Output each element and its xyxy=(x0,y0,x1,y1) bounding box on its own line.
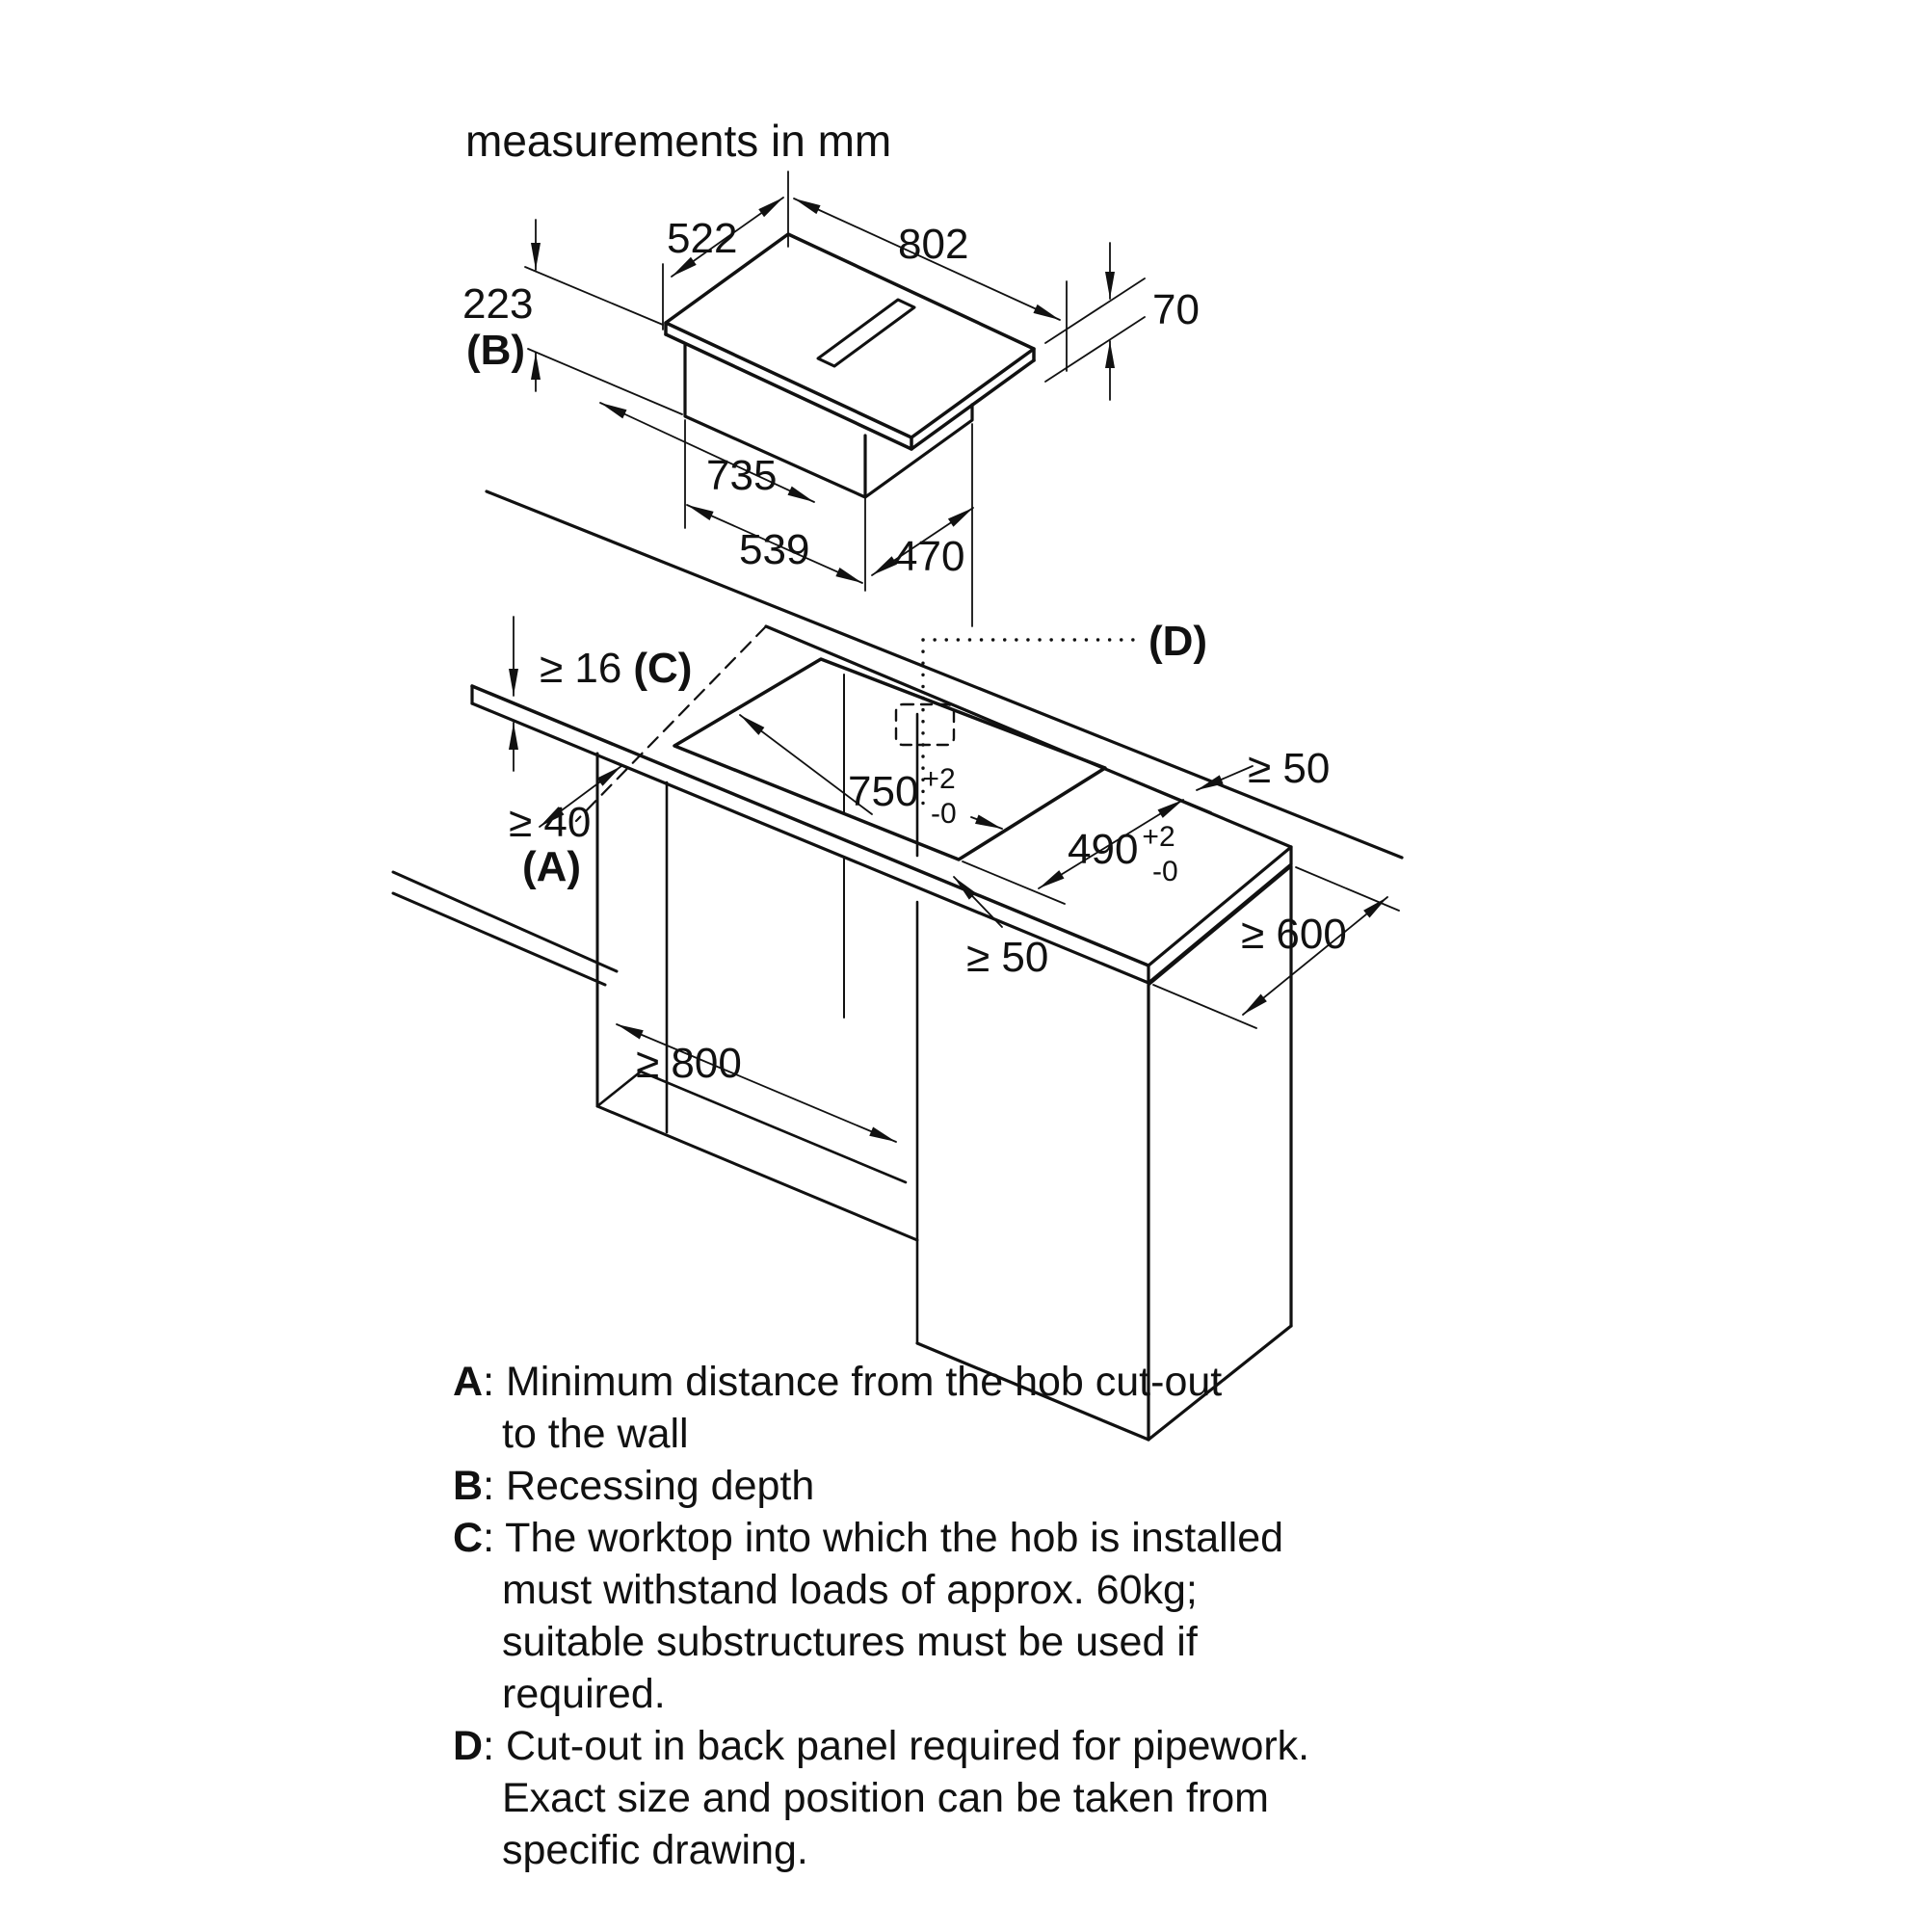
value: 750 xyxy=(848,768,919,815)
legend-text: must withstand loads of approx. 60kg; xyxy=(502,1567,1198,1613)
legend-text: : Recessing depth xyxy=(483,1463,815,1509)
legend-text: : The worktop into which the hob is installed xyxy=(483,1515,1284,1561)
label-wall-distance: ≥ 40 xyxy=(509,799,592,846)
floor-line xyxy=(393,893,605,985)
label-front-clearance: ≥ 50 xyxy=(966,934,1049,981)
label-worktop-thickness xyxy=(540,645,692,692)
label-522: 522 xyxy=(667,215,738,262)
legend-line xyxy=(502,1619,1199,1665)
dim-223 xyxy=(525,220,682,414)
ext-line xyxy=(1045,317,1145,382)
legend-line xyxy=(502,1827,808,1873)
label-539: 539 xyxy=(739,526,810,573)
label-depth-min: ≥ 600 xyxy=(1241,911,1347,958)
legend-line xyxy=(453,1359,1222,1405)
label-70: 70 xyxy=(1152,286,1200,333)
legend-line xyxy=(502,1775,1269,1821)
wall-base-line xyxy=(393,872,617,971)
legend-text: specific drawing. xyxy=(502,1827,808,1873)
tolerance-plus: +2 xyxy=(922,763,956,795)
hob-cutout-hole xyxy=(674,659,1105,860)
legend-line xyxy=(453,1515,1283,1561)
dim-70 xyxy=(1045,243,1145,400)
value: ≥ 16 xyxy=(540,645,622,692)
dim-735-539-470 xyxy=(600,403,973,626)
label-802: 802 xyxy=(898,221,969,268)
legend-text: suitable substructures must be used if xyxy=(502,1619,1198,1665)
legend-line xyxy=(453,1723,1309,1769)
legend-letter: A xyxy=(453,1359,484,1405)
label-B: (B) xyxy=(466,327,526,374)
ext-line xyxy=(1296,867,1399,911)
label-D: (D) xyxy=(1148,618,1208,665)
letter-C: (C) xyxy=(633,645,693,692)
label-470: 470 xyxy=(894,533,965,580)
legend-letter: C xyxy=(453,1515,484,1561)
leader-750-right xyxy=(971,817,1002,829)
ext-line xyxy=(1045,278,1145,343)
legend xyxy=(453,1359,1309,1873)
legend-text: : Minimum distance from the hob cut-out xyxy=(483,1359,1223,1405)
installation-view xyxy=(393,491,1402,1440)
hob-isometric-view xyxy=(525,172,1145,626)
legend-text: to the wall xyxy=(502,1411,689,1457)
legend-text: required. xyxy=(502,1671,666,1717)
page-title: measurements in mm xyxy=(465,116,892,166)
legend-letter: B xyxy=(453,1463,484,1509)
pipework-cutout-rect xyxy=(896,704,954,745)
label-223: 223 xyxy=(462,280,534,328)
label-490-tol-minus: -0 xyxy=(1152,856,1178,887)
legend-text: : Cut-out in back panel required for pipework. xyxy=(483,1723,1310,1769)
ext-line xyxy=(525,267,663,325)
tolerance-plus: +2 xyxy=(1142,821,1175,853)
label-A: (A) xyxy=(522,843,582,890)
label-niche-min: ≥ 800 xyxy=(636,1040,742,1087)
legend-letter: D xyxy=(453,1723,484,1769)
niche-floor-front-edge xyxy=(597,1106,917,1240)
value: 490 xyxy=(1068,826,1139,873)
label-back-clearance: ≥ 50 xyxy=(1248,745,1331,792)
legend-text: Exact size and position can be taken from xyxy=(502,1775,1269,1821)
label-750-tol-minus: -0 xyxy=(931,798,957,830)
legend-line xyxy=(453,1463,814,1509)
ext-line xyxy=(1153,985,1256,1028)
label-735: 735 xyxy=(706,452,778,499)
legend-line xyxy=(502,1567,1198,1613)
legend-line xyxy=(502,1411,689,1457)
legend-line xyxy=(502,1671,666,1717)
